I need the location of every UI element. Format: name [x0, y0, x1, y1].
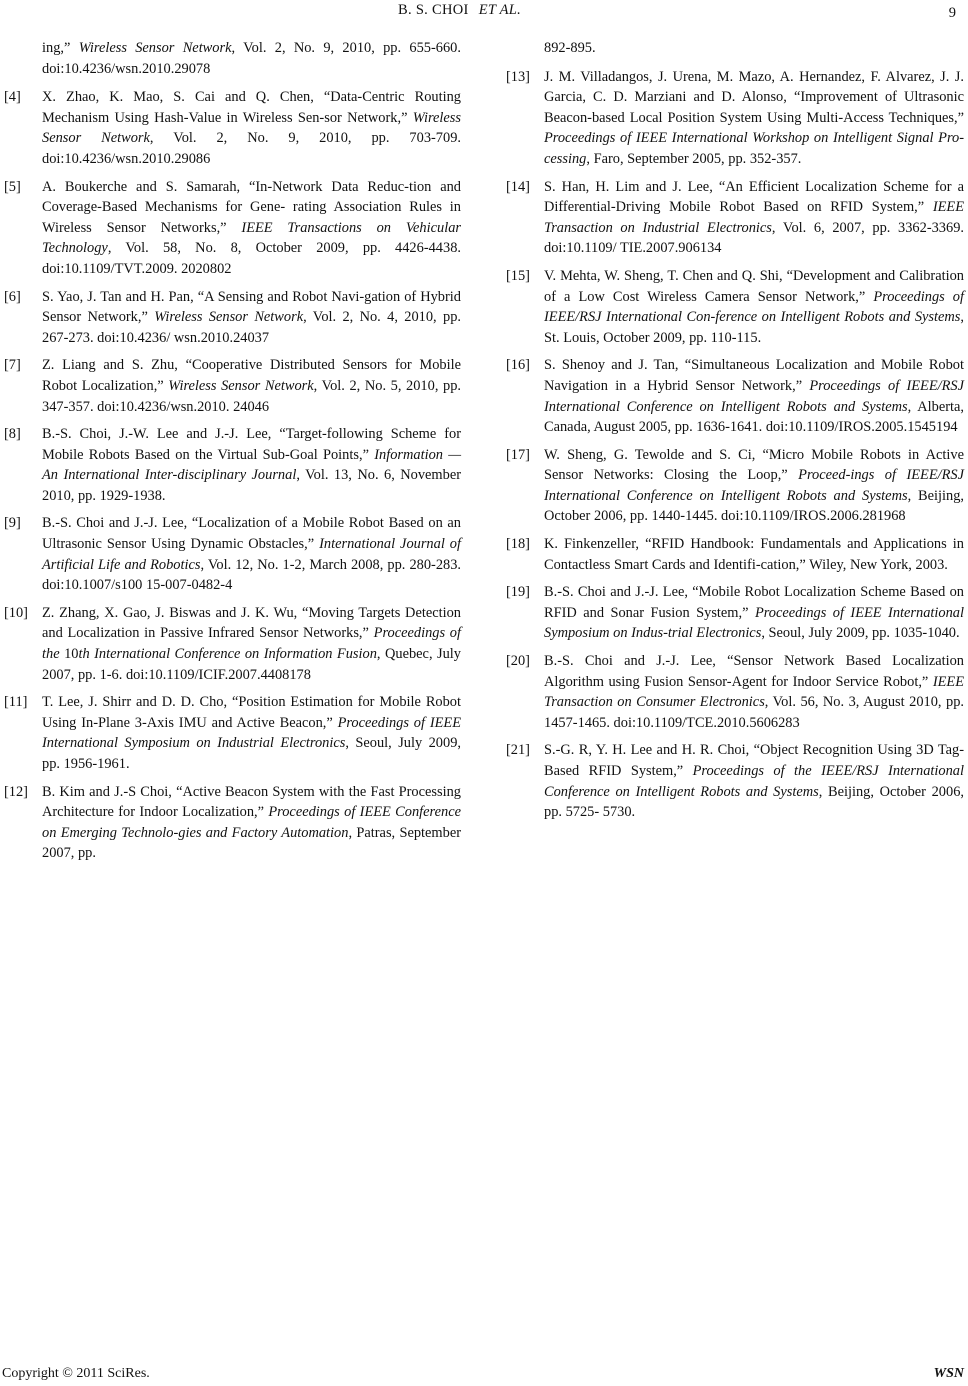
reference-number: [15] — [506, 267, 530, 284]
reference-entry — [4, 424, 461, 506]
reference-text: 892-895. — [544, 40, 596, 56]
reference-entry — [4, 177, 461, 280]
author-names: B. S. CHOI — [398, 2, 469, 18]
reference-entry — [506, 740, 964, 822]
reference-text: B. Kim and J.-S Choi, “Active Beacon System with the Fast Processing Architecture for Indoor Localization,” Proceedings of IEEE Conference on Emerging Technolo-gies and Factory Automation, Patras, September 2007, pp. — [42, 783, 461, 862]
reference-entry — [506, 67, 964, 170]
reference-text: A. Boukerche and S. Samarah, “In-Network Data Reduc-tion and Coverage-Based Mechanisms for Gene- rating Association Rules in Wireless Sensor Networks,” IEEE Transactions on Vehicular Technology, Vol. 58, No. 8, October 2009, pp. 4426-4438. doi:10.1109/TVT.2009. 2020802 — [42, 178, 461, 277]
reference-entry — [506, 445, 964, 527]
reference-entry — [4, 355, 461, 417]
reference-number: [11] — [4, 694, 28, 711]
reference-continuation — [4, 38, 461, 79]
reference-number: [13] — [506, 68, 530, 85]
reference-number: [16] — [506, 357, 530, 374]
reference-text: J. M. Villadangos, J. Urena, M. Mazo, A. Hernandez, F. Alvarez, J. J. Garcia, C. D. Marziani and D. Alonso, “Improvement of Ultrasonic Beacon-based Local Position System Using Multi-Access Techniques,” Proceedings of IEEE International Workshop on Intelligent Signal Pro-cessing, Faro, September 2005, pp. 352-357. — [544, 68, 964, 167]
reference-number: [20] — [506, 653, 530, 670]
reference-entry — [506, 177, 964, 259]
reference-number: [19] — [506, 584, 530, 601]
reference-number: [8] — [4, 426, 21, 443]
references-right-column — [506, 38, 964, 830]
reference-continuation — [506, 38, 964, 59]
reference-text: S.-G. R, Y. H. Lee and H. R. Choi, “Object Recognition Using 3D Tag-Based RFID System,” Proceedings of the IEEE/RSJ International Conference on Intelligent Robots and Systems, Beijing, October 2006, pp. 5725- 5730. — [544, 742, 964, 821]
reference-number: [12] — [4, 783, 28, 800]
reference-entry — [4, 287, 461, 349]
reference-number: [18] — [506, 536, 530, 553]
reference-entry — [4, 87, 461, 169]
et-al: ET AL. — [478, 2, 522, 18]
page-number: 9 — [948, 5, 956, 21]
reference-number: [4] — [4, 89, 21, 106]
reference-text: K. Finkenzeller, “RFID Handbook: Fundamentals and Applications in Contactless Smart Cards and Identifi-cation,” Wiley, New York, 2003. — [544, 536, 964, 573]
reference-number: [21] — [506, 742, 530, 759]
reference-text: T. Lee, J. Shirr and D. D. Cho, “Position Estimation for Mobile Robot Using In-Plane 3-Axis IMU and Active Beacon,” Proceedings of IEEE International Symposium on Industrial Electronics, Seoul, July 2009, pp. 1956-1961. — [42, 694, 461, 772]
reference-text: S. Yao, J. Tan and H. Pan, “A Sensing and Robot Navi-gation of Hybrid Sensor Network,” Wireless Sensor Network, Vol. 2, No. 4, 2010, pp. 267-273. doi:10.4236/ wsn.2010.24037 — [42, 288, 461, 346]
reference-entry — [4, 513, 461, 595]
reference-text: B.-S. Choi and J.-J. Lee, “Sensor Network Based Localization Algorithm using Fusion Sensor-Agent for Indoor Service Robot,” IEEE Transaction on Consumer Electronics, Vol. 56, No. 3, August 2010, pp. 1457-1465. doi:10.1109/TCE.2010.5606283 — [544, 653, 964, 731]
reference-number: [5] — [4, 178, 21, 195]
running-head — [0, 2, 968, 26]
reference-entry — [506, 534, 964, 575]
reference-entry — [4, 692, 461, 774]
reference-text: S. Han, H. Lim and J. Lee, “An Efficient Localization Scheme for a Differential-Driving Mobile Robot Based on RFID System,” IEEE Transaction on Industrial Electronics, Vol. 6, 2007, pp. 3362-3369. doi:10.1109/ TIE.2007.906134 — [544, 178, 964, 257]
reference-number: [10] — [4, 604, 28, 621]
reference-entry — [506, 355, 964, 437]
reference-text: B.-S. Choi and J.-J. Lee, “Mobile Robot Localization Scheme Based on RFID and Sonar Fusion System,” Proceedings of IEEE International Symposium on Indus-trial Electronics, Seoul, July 2009, pp. 1035-1040. — [544, 584, 964, 642]
reference-text: X. Zhao, K. Mao, S. Cai and Q. Chen, “Data-Centric Routing Mechanism Using Hash-Value in Wireless Sen-sor Network,” Wireless Sensor Network, Vol. 2, No. 9, 2010, pp. 703-709. doi:10.4236/wsn.2010.29086 — [42, 89, 461, 167]
reference-text: B.-S. Choi, J.-W. Lee and J.-J. Lee, “Target-following Scheme for Mobile Robots Based on the Virtual Sub-Goal Points,” Information — An International Inter-disciplinary Journal, Vol. 13, No. 6, November 2010, pp. 1929-1938. — [42, 426, 461, 504]
reference-text: Z. Liang and S. Zhu, “Cooperative Distributed Sensors for Mobile Robot Localization,” Wireless Sensor Network, Vol. 2, No. 5, 2010, pp. 347-357. doi:10.4236/wsn.2010. 24046 — [42, 357, 462, 415]
copyright-notice: Copyright © 2011 SciRes. — [2, 1366, 150, 1381]
journal-abbreviation: WSN — [933, 1366, 964, 1381]
reference-entry — [4, 782, 461, 864]
reference-text: ing,” Wireless Sensor Network, Vol. 2, No. 9, 2010, pp. 655-660. doi:10.4236/wsn.2010.29078 — [42, 40, 461, 77]
reference-number: [7] — [4, 357, 21, 374]
running-head-authors — [398, 2, 521, 19]
reference-number: [9] — [4, 515, 21, 532]
reference-text: S. Shenoy and J. Tan, “Simultaneous Localization and Mobile Robot Navigation in a Hybrid Sensor Network,” Proceedings of IEEE/RSJ International Conference on Intelligent Robots and Systems, Alberta, Canada, August 2005, pp. 1636-1641. doi:10.1109/IROS.2005.1545194 — [544, 357, 965, 436]
reference-entry — [4, 603, 461, 685]
reference-number: [14] — [506, 178, 530, 195]
reference-entry — [506, 651, 964, 733]
reference-text: V. Mehta, W. Sheng, T. Chen and Q. Shi, “Development and Calibration of a Low Cost Wireless Camera Sensor Network,” Proceedings of IEEE/RSJ International Con-ference on Intelligent Robots and Systems, St. Louis, October 2009, pp. 110-115. — [544, 267, 964, 346]
reference-number: [17] — [506, 446, 530, 463]
references-left-column — [4, 38, 461, 871]
reference-text: W. Sheng, G. Tewolde and S. Ci, “Micro Mobile Robots in Active Sensor Networks: Closing the Loop,” Proceed-ings of IEEE/RSJ International Conference on Intelligent Robots and Systems, Beijing, October 2006, pp. 1440-1445. doi:10.1109/IROS.2006.281968 — [544, 446, 965, 525]
page-footer — [0, 1366, 968, 1386]
reference-entry — [506, 582, 964, 644]
reference-number: [6] — [4, 288, 21, 305]
reference-text: Z. Zhang, X. Gao, J. Biswas and J. K. Wu, “Moving Targets Detection and Localization in Passive Infrared Sensor Networks,” Proceedings of the 10th International Conference on Information Fusion, Quebec, July 2007, pp. 1-6. doi:10.1109/ICIF.2007.4408178 — [42, 604, 462, 683]
reference-text: B.-S. Choi and J.-J. Lee, “Localization of a Mobile Robot Based on an Ultrasonic Sensor Using Dynamic Obstacles,” International Journal of Artificial Life and Robotics, Vol. 12, No. 1-2, March 2008, pp. 280-283. doi:10.1007/s100 15-007-0482-4 — [42, 515, 462, 594]
reference-entry — [506, 266, 964, 348]
